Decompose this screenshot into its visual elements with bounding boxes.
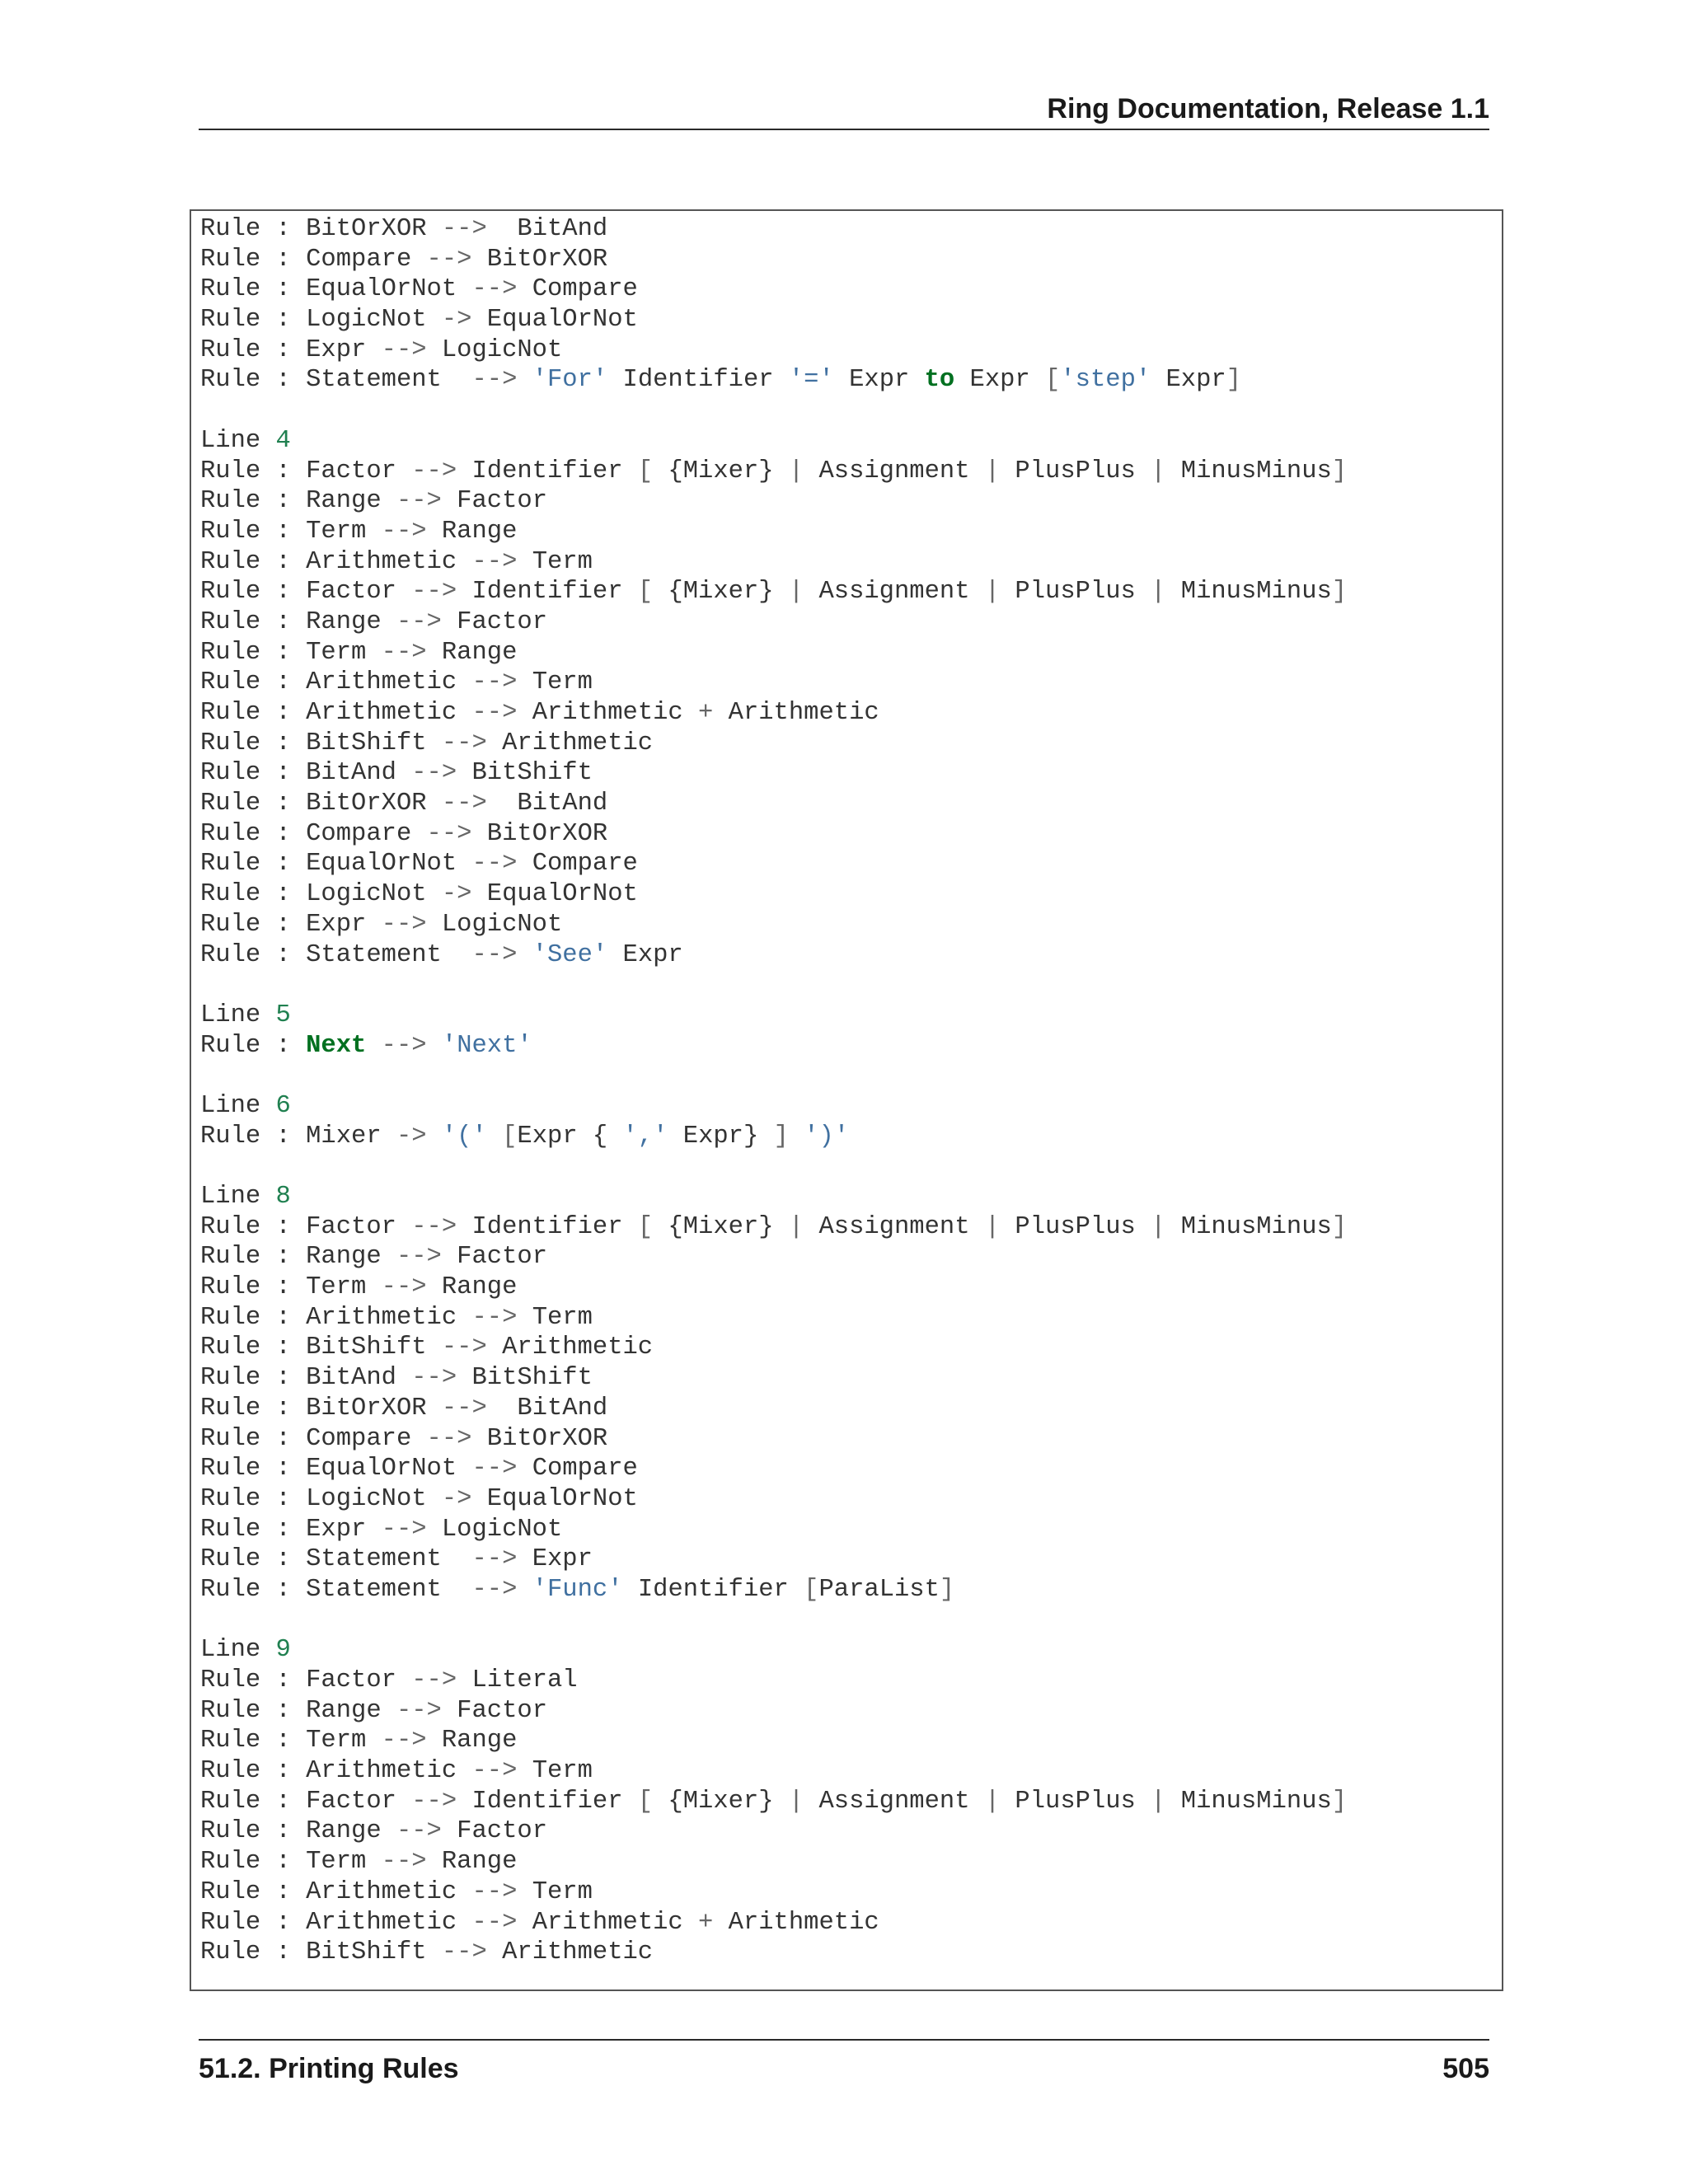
- code-text: BitOrXOR: [471, 819, 608, 848]
- code-line: [200, 1122, 1347, 1152]
- code-text: Rule : Statement: [200, 366, 472, 395]
- code-text: Rule : EqualOrNot: [200, 1455, 472, 1483]
- code-line: [200, 426, 1347, 457]
- code-operator: ]: [773, 1122, 789, 1151]
- code-text: Arithmetic: [517, 1908, 699, 1937]
- document-title: Ring Documentation, Release 1.1: [1047, 93, 1489, 124]
- code-operator: -->: [471, 1303, 518, 1332]
- code-text: {Mixer}: [653, 578, 789, 607]
- code-line: [200, 1151, 1347, 1182]
- code-line: [200, 1908, 1347, 1938]
- code-text: BitAnd: [486, 790, 608, 818]
- code-text: Expr: [517, 1545, 593, 1574]
- code-block: [190, 209, 1503, 1991]
- code-text: Rule : BitOrXOR: [200, 790, 442, 818]
- code-operator: -->: [471, 366, 518, 395]
- code-text: Term: [517, 1303, 593, 1332]
- code-line: [200, 1756, 1347, 1787]
- code-text: Identifier: [607, 366, 789, 395]
- code-text: Rule : BitShift: [200, 1333, 442, 1362]
- code-operator: -->: [411, 578, 457, 607]
- code-operator: -->: [381, 1515, 427, 1544]
- code-line: [200, 1182, 1347, 1212]
- code-text: Rule : Arithmetic: [200, 1757, 472, 1786]
- code-line: [200, 1272, 1347, 1303]
- code-operator: -->: [411, 1212, 457, 1241]
- code-text: Rule : Factor: [200, 578, 412, 607]
- code-text: ParaList: [818, 1575, 940, 1604]
- code-text: Term: [517, 1757, 593, 1786]
- code-line: [200, 1363, 1347, 1394]
- code-line: [200, 486, 1347, 517]
- code-line: [200, 577, 1347, 607]
- code-operator: -->: [396, 1817, 442, 1846]
- code-operator: -->: [471, 275, 518, 304]
- code-line: [200, 819, 1347, 850]
- code-text: Rule : Compare: [200, 819, 427, 848]
- code-text: Rule : Mixer: [200, 1122, 396, 1151]
- code-operator: ->: [441, 880, 472, 909]
- code-operator: [: [637, 1787, 654, 1816]
- code-text: Rule : BitAnd: [200, 1364, 412, 1393]
- code-operator: -->: [441, 1938, 487, 1967]
- code-operator: +: [698, 1908, 714, 1937]
- code-number: 4: [275, 426, 291, 455]
- code-operator: -->: [411, 1364, 457, 1393]
- code-text: Assignment: [804, 457, 985, 485]
- code-text: Factor: [441, 1243, 547, 1272]
- code-text: BitOrXOR: [471, 1424, 608, 1453]
- code-text: Rule : Range: [200, 487, 396, 516]
- code-line: [200, 1242, 1347, 1272]
- code-operator: -->: [441, 729, 487, 757]
- code-text: Rule : Factor: [200, 457, 412, 485]
- code-text: Rule : EqualOrNot: [200, 850, 472, 879]
- code-line: [200, 1847, 1347, 1877]
- code-string: ')': [804, 1122, 850, 1151]
- code-line: [200, 1061, 1347, 1091]
- code-string: '(': [441, 1122, 487, 1151]
- code-line: [200, 1816, 1347, 1847]
- code-text: Rule :: [200, 1031, 307, 1060]
- code-line: [200, 1515, 1347, 1545]
- code-text: Range: [426, 517, 518, 546]
- code-text: Rule : Arithmetic: [200, 1303, 472, 1332]
- code-operator: ]: [1331, 457, 1348, 485]
- code-operator: -->: [426, 1424, 472, 1453]
- code-line: [200, 849, 1347, 879]
- code-operator: ]: [1226, 366, 1242, 395]
- code-text: Range: [426, 1848, 518, 1877]
- code-text: Identifier: [457, 578, 638, 607]
- code-text: [517, 1576, 532, 1604]
- code-operator: -->: [471, 1757, 518, 1786]
- code-number: 6: [275, 1091, 291, 1120]
- code-operator: -->: [441, 790, 487, 818]
- code-line: [200, 1877, 1347, 1908]
- code-text: Term: [517, 1877, 593, 1906]
- code-line: [200, 1454, 1347, 1484]
- code-line: [200, 668, 1347, 698]
- code-text: Expr: [1151, 366, 1226, 395]
- code-line: [200, 1333, 1347, 1363]
- code-text: BitShift: [457, 759, 593, 788]
- code-operator: -->: [396, 487, 442, 516]
- code-text: Rule : Arithmetic: [200, 1877, 472, 1906]
- code-operator: -->: [471, 547, 518, 576]
- code-text: Compare: [517, 850, 638, 879]
- code-operator: -->: [381, 335, 427, 364]
- code-line: [200, 940, 1347, 971]
- code-text: Arithmetic: [713, 1908, 879, 1937]
- code-text: [487, 1122, 502, 1151]
- code-line: [200, 1484, 1347, 1515]
- code-operator: -->: [471, 1877, 518, 1906]
- code-line: [200, 1031, 1347, 1062]
- code-text: Factor: [441, 607, 547, 636]
- code-text: PlusPlus: [1000, 1787, 1151, 1816]
- code-text: Rule : BitShift: [200, 729, 442, 757]
- code-line: [200, 698, 1347, 729]
- code-text: Line: [200, 1091, 276, 1120]
- code-text: Range: [426, 1727, 518, 1755]
- code-line: [200, 1424, 1347, 1455]
- code-text: Range: [426, 638, 518, 667]
- code-operator: |: [788, 578, 804, 607]
- code-text: Rule : Arithmetic: [200, 668, 472, 697]
- code-text: Term: [517, 547, 593, 576]
- code-keyword: to: [924, 366, 955, 395]
- code-text: Rule : Range: [200, 607, 396, 636]
- code-text: BitAnd: [486, 1394, 608, 1422]
- code-text: EqualOrNot: [471, 880, 638, 909]
- code-operator: -->: [471, 668, 518, 697]
- code-operator: -->: [471, 1545, 518, 1574]
- code-text: {Mixer}: [653, 1787, 789, 1816]
- code-line: [200, 1303, 1347, 1333]
- code-keyword: Next: [306, 1031, 367, 1060]
- code-operator: |: [984, 1787, 1001, 1816]
- code-text: Rule : EqualOrNot: [200, 275, 472, 304]
- code-text: Line: [200, 426, 276, 455]
- code-text: Factor: [441, 1817, 547, 1846]
- code-text: LogicNot: [426, 335, 563, 364]
- code-operator: -->: [381, 517, 427, 546]
- code-text: Rule : BitOrXOR: [200, 215, 442, 243]
- code-text: Rule : LogicNot: [200, 306, 442, 335]
- code-line: [200, 1544, 1347, 1575]
- code-text: Compare: [517, 275, 638, 304]
- code-line: [200, 214, 1347, 245]
- code-text: Rule : Term: [200, 517, 382, 546]
- code-text: Expr: [954, 366, 1046, 395]
- code-line: [200, 1696, 1347, 1727]
- section-title: 51.2. Printing Rules: [199, 2053, 459, 2084]
- code-text: Rule : LogicNot: [200, 1484, 442, 1513]
- code-line: [200, 1212, 1347, 1243]
- code-text: Arithmetic: [486, 729, 654, 757]
- code-operator: +: [698, 699, 714, 727]
- code-text: Expr: [607, 940, 683, 969]
- code-operator: -->: [381, 1273, 427, 1302]
- code-line: [200, 457, 1347, 487]
- code-text: MinusMinus: [1165, 1212, 1332, 1241]
- page-number: 505: [1442, 2053, 1489, 2084]
- code-lines: [200, 214, 1347, 1968]
- code-line: [200, 305, 1347, 335]
- code-operator: ->: [441, 1484, 472, 1513]
- code-text: Factor: [441, 487, 547, 516]
- code-line: [200, 1605, 1347, 1636]
- code-operator: ->: [396, 1122, 427, 1151]
- code-operator: -->: [411, 759, 457, 788]
- code-line: [200, 245, 1347, 275]
- code-operator: [: [502, 1122, 518, 1151]
- code-text: Line: [200, 1636, 276, 1665]
- code-operator: |: [788, 457, 804, 485]
- code-text: Rule : BitShift: [200, 1938, 442, 1967]
- code-number: 5: [275, 1001, 291, 1029]
- code-operator: [: [637, 1212, 654, 1241]
- code-line: [200, 879, 1347, 910]
- code-operator: |: [788, 1787, 804, 1816]
- code-operator: -->: [471, 850, 518, 879]
- code-line: [200, 758, 1347, 789]
- code-text: Identifier: [457, 457, 638, 485]
- code-text: Rule : Arithmetic: [200, 699, 472, 727]
- code-line: [200, 1091, 1347, 1122]
- code-text: Arithmetic: [486, 1938, 654, 1967]
- code-line: [200, 1394, 1347, 1424]
- code-line: [200, 1787, 1347, 1817]
- code-text: Rule : Statement: [200, 1545, 472, 1574]
- code-operator: -->: [471, 1908, 518, 1937]
- code-text: Rule : Statement: [200, 1575, 472, 1604]
- code-number: 9: [275, 1636, 291, 1665]
- code-text: MinusMinus: [1165, 1787, 1332, 1816]
- code-line: [200, 729, 1347, 759]
- code-operator: -->: [471, 699, 518, 727]
- code-operator: |: [984, 1212, 1001, 1241]
- code-text: [427, 1122, 442, 1151]
- code-string: 'See': [532, 940, 608, 969]
- code-text: Rule : Term: [200, 1848, 382, 1877]
- code-operator: ]: [1331, 578, 1348, 607]
- code-operator: ]: [1331, 1787, 1348, 1816]
- code-operator: |: [1151, 457, 1166, 485]
- code-text: [789, 1122, 804, 1151]
- code-text: Identifier: [622, 1575, 804, 1604]
- code-operator: ]: [939, 1575, 955, 1604]
- code-text: EqualOrNot: [471, 1484, 638, 1513]
- code-line: [200, 1001, 1347, 1031]
- code-text: Rule : Factor: [200, 1666, 412, 1694]
- code-text: Assignment: [804, 578, 985, 607]
- code-line: [200, 365, 1347, 396]
- code-text: Rule : Statement: [200, 940, 472, 969]
- code-text: BitAnd: [486, 215, 608, 243]
- code-operator: -->: [471, 1575, 518, 1604]
- code-operator: [: [637, 578, 654, 607]
- code-text: Literal: [457, 1666, 578, 1694]
- code-text: BitOrXOR: [471, 245, 608, 274]
- code-text: Rule : Range: [200, 1696, 396, 1725]
- code-text: Expr}: [668, 1122, 774, 1151]
- code-text: Rule : Factor: [200, 1787, 412, 1816]
- code-text: Arithmetic: [517, 699, 699, 727]
- code-text: Rule : Factor: [200, 1212, 412, 1241]
- code-operator: -->: [381, 1031, 427, 1060]
- code-operator: -->: [411, 457, 457, 485]
- code-operator: -->: [426, 245, 472, 274]
- code-text: Rule : LogicNot: [200, 880, 442, 909]
- code-operator: -->: [396, 607, 442, 636]
- code-text: [517, 366, 532, 394]
- code-text: Identifier: [457, 1212, 638, 1241]
- code-text: Rule : Expr: [200, 335, 382, 364]
- code-operator: -->: [381, 1848, 427, 1877]
- code-line: [200, 638, 1347, 668]
- code-operator: -->: [381, 910, 427, 939]
- code-text: Rule : Arithmetic: [200, 547, 472, 576]
- code-text: [366, 1032, 381, 1060]
- code-line: [200, 517, 1347, 547]
- code-line: [200, 396, 1347, 426]
- code-line: [200, 335, 1347, 366]
- code-text: Rule : Term: [200, 1273, 382, 1302]
- code-operator: |: [1151, 578, 1166, 607]
- code-text: Rule : Term: [200, 638, 382, 667]
- code-text: MinusMinus: [1165, 578, 1332, 607]
- code-text: LogicNot: [426, 910, 563, 939]
- code-operator: [: [637, 457, 654, 485]
- code-text: Expr: [833, 366, 925, 395]
- code-operator: ->: [441, 306, 472, 335]
- code-line: [200, 1575, 1347, 1605]
- code-operator: -->: [396, 1696, 442, 1725]
- code-text: Rule : Expr: [200, 910, 382, 939]
- code-text: Rule : Compare: [200, 1424, 427, 1453]
- code-text: Rule : BitOrXOR: [200, 1394, 442, 1422]
- code-operator: -->: [441, 1333, 487, 1362]
- code-text: Assignment: [804, 1212, 985, 1241]
- code-operator: -->: [396, 1243, 442, 1272]
- code-operator: ]: [1331, 1212, 1348, 1241]
- code-operator: -->: [381, 1727, 427, 1755]
- code-string: 'For': [532, 366, 608, 395]
- code-text: Range: [426, 1273, 518, 1302]
- code-text: Arithmetic: [486, 1333, 654, 1362]
- code-operator: -->: [471, 940, 518, 969]
- code-operator: [: [804, 1575, 819, 1604]
- code-text: Arithmetic: [713, 699, 879, 727]
- code-text: Rule : Term: [200, 1727, 382, 1755]
- code-operator: -->: [411, 1666, 457, 1694]
- code-operator: |: [1151, 1212, 1166, 1241]
- code-line: [200, 1635, 1347, 1666]
- code-operator: -->: [441, 215, 487, 243]
- page-footer: [199, 2039, 1489, 2085]
- code-operator: -->: [426, 819, 472, 848]
- code-line: [200, 547, 1347, 578]
- code-string: ',': [622, 1122, 668, 1151]
- code-text: [517, 941, 532, 969]
- code-operator: |: [984, 578, 1001, 607]
- code-text: MinusMinus: [1165, 457, 1332, 485]
- code-text: LogicNot: [426, 1515, 563, 1544]
- code-line: [200, 274, 1347, 305]
- code-operator: -->: [411, 1787, 457, 1816]
- code-line: [200, 1666, 1347, 1696]
- code-operator: |: [1151, 1787, 1166, 1816]
- code-text: {Mixer}: [653, 1212, 789, 1241]
- code-line: [200, 1726, 1347, 1756]
- code-operator: [: [1045, 366, 1061, 395]
- code-text: Expr {: [517, 1122, 623, 1151]
- code-operator: -->: [381, 638, 427, 667]
- code-text: PlusPlus: [1000, 578, 1151, 607]
- code-text: PlusPlus: [1000, 1212, 1151, 1241]
- code-line: [200, 1938, 1347, 1968]
- code-text: {Mixer}: [653, 457, 789, 485]
- code-text: PlusPlus: [1000, 457, 1151, 485]
- code-text: Rule : Expr: [200, 1515, 382, 1544]
- code-number: 8: [275, 1183, 291, 1211]
- code-text: Line: [200, 1001, 276, 1029]
- code-line: [200, 970, 1347, 1001]
- code-text: BitShift: [457, 1364, 593, 1393]
- code-line: [200, 910, 1347, 940]
- code-text: Factor: [441, 1696, 547, 1725]
- code-text: Assignment: [804, 1787, 985, 1816]
- code-text: Rule : Range: [200, 1243, 396, 1272]
- code-text: Line: [200, 1183, 276, 1211]
- code-text: Rule : Arithmetic: [200, 1908, 472, 1937]
- code-text: Rule : Range: [200, 1817, 396, 1846]
- code-operator: -->: [441, 1394, 487, 1422]
- code-text: EqualOrNot: [471, 306, 638, 335]
- code-text: [427, 1032, 442, 1060]
- code-text: Rule : BitAnd: [200, 759, 412, 788]
- code-operator: |: [788, 1212, 804, 1241]
- code-text: Rule : Compare: [200, 245, 427, 274]
- code-string: 'step': [1060, 366, 1151, 395]
- code-string: '=': [788, 366, 834, 395]
- code-operator: |: [984, 457, 1001, 485]
- code-text: Identifier: [457, 1787, 638, 1816]
- code-text: Term: [517, 668, 593, 697]
- code-string: 'Func': [532, 1575, 623, 1604]
- code-line: [200, 789, 1347, 819]
- page-header: [199, 92, 1489, 130]
- code-text: Compare: [517, 1455, 638, 1483]
- code-line: [200, 607, 1347, 638]
- code-string: 'Next': [441, 1031, 532, 1060]
- code-operator: -->: [471, 1455, 518, 1483]
